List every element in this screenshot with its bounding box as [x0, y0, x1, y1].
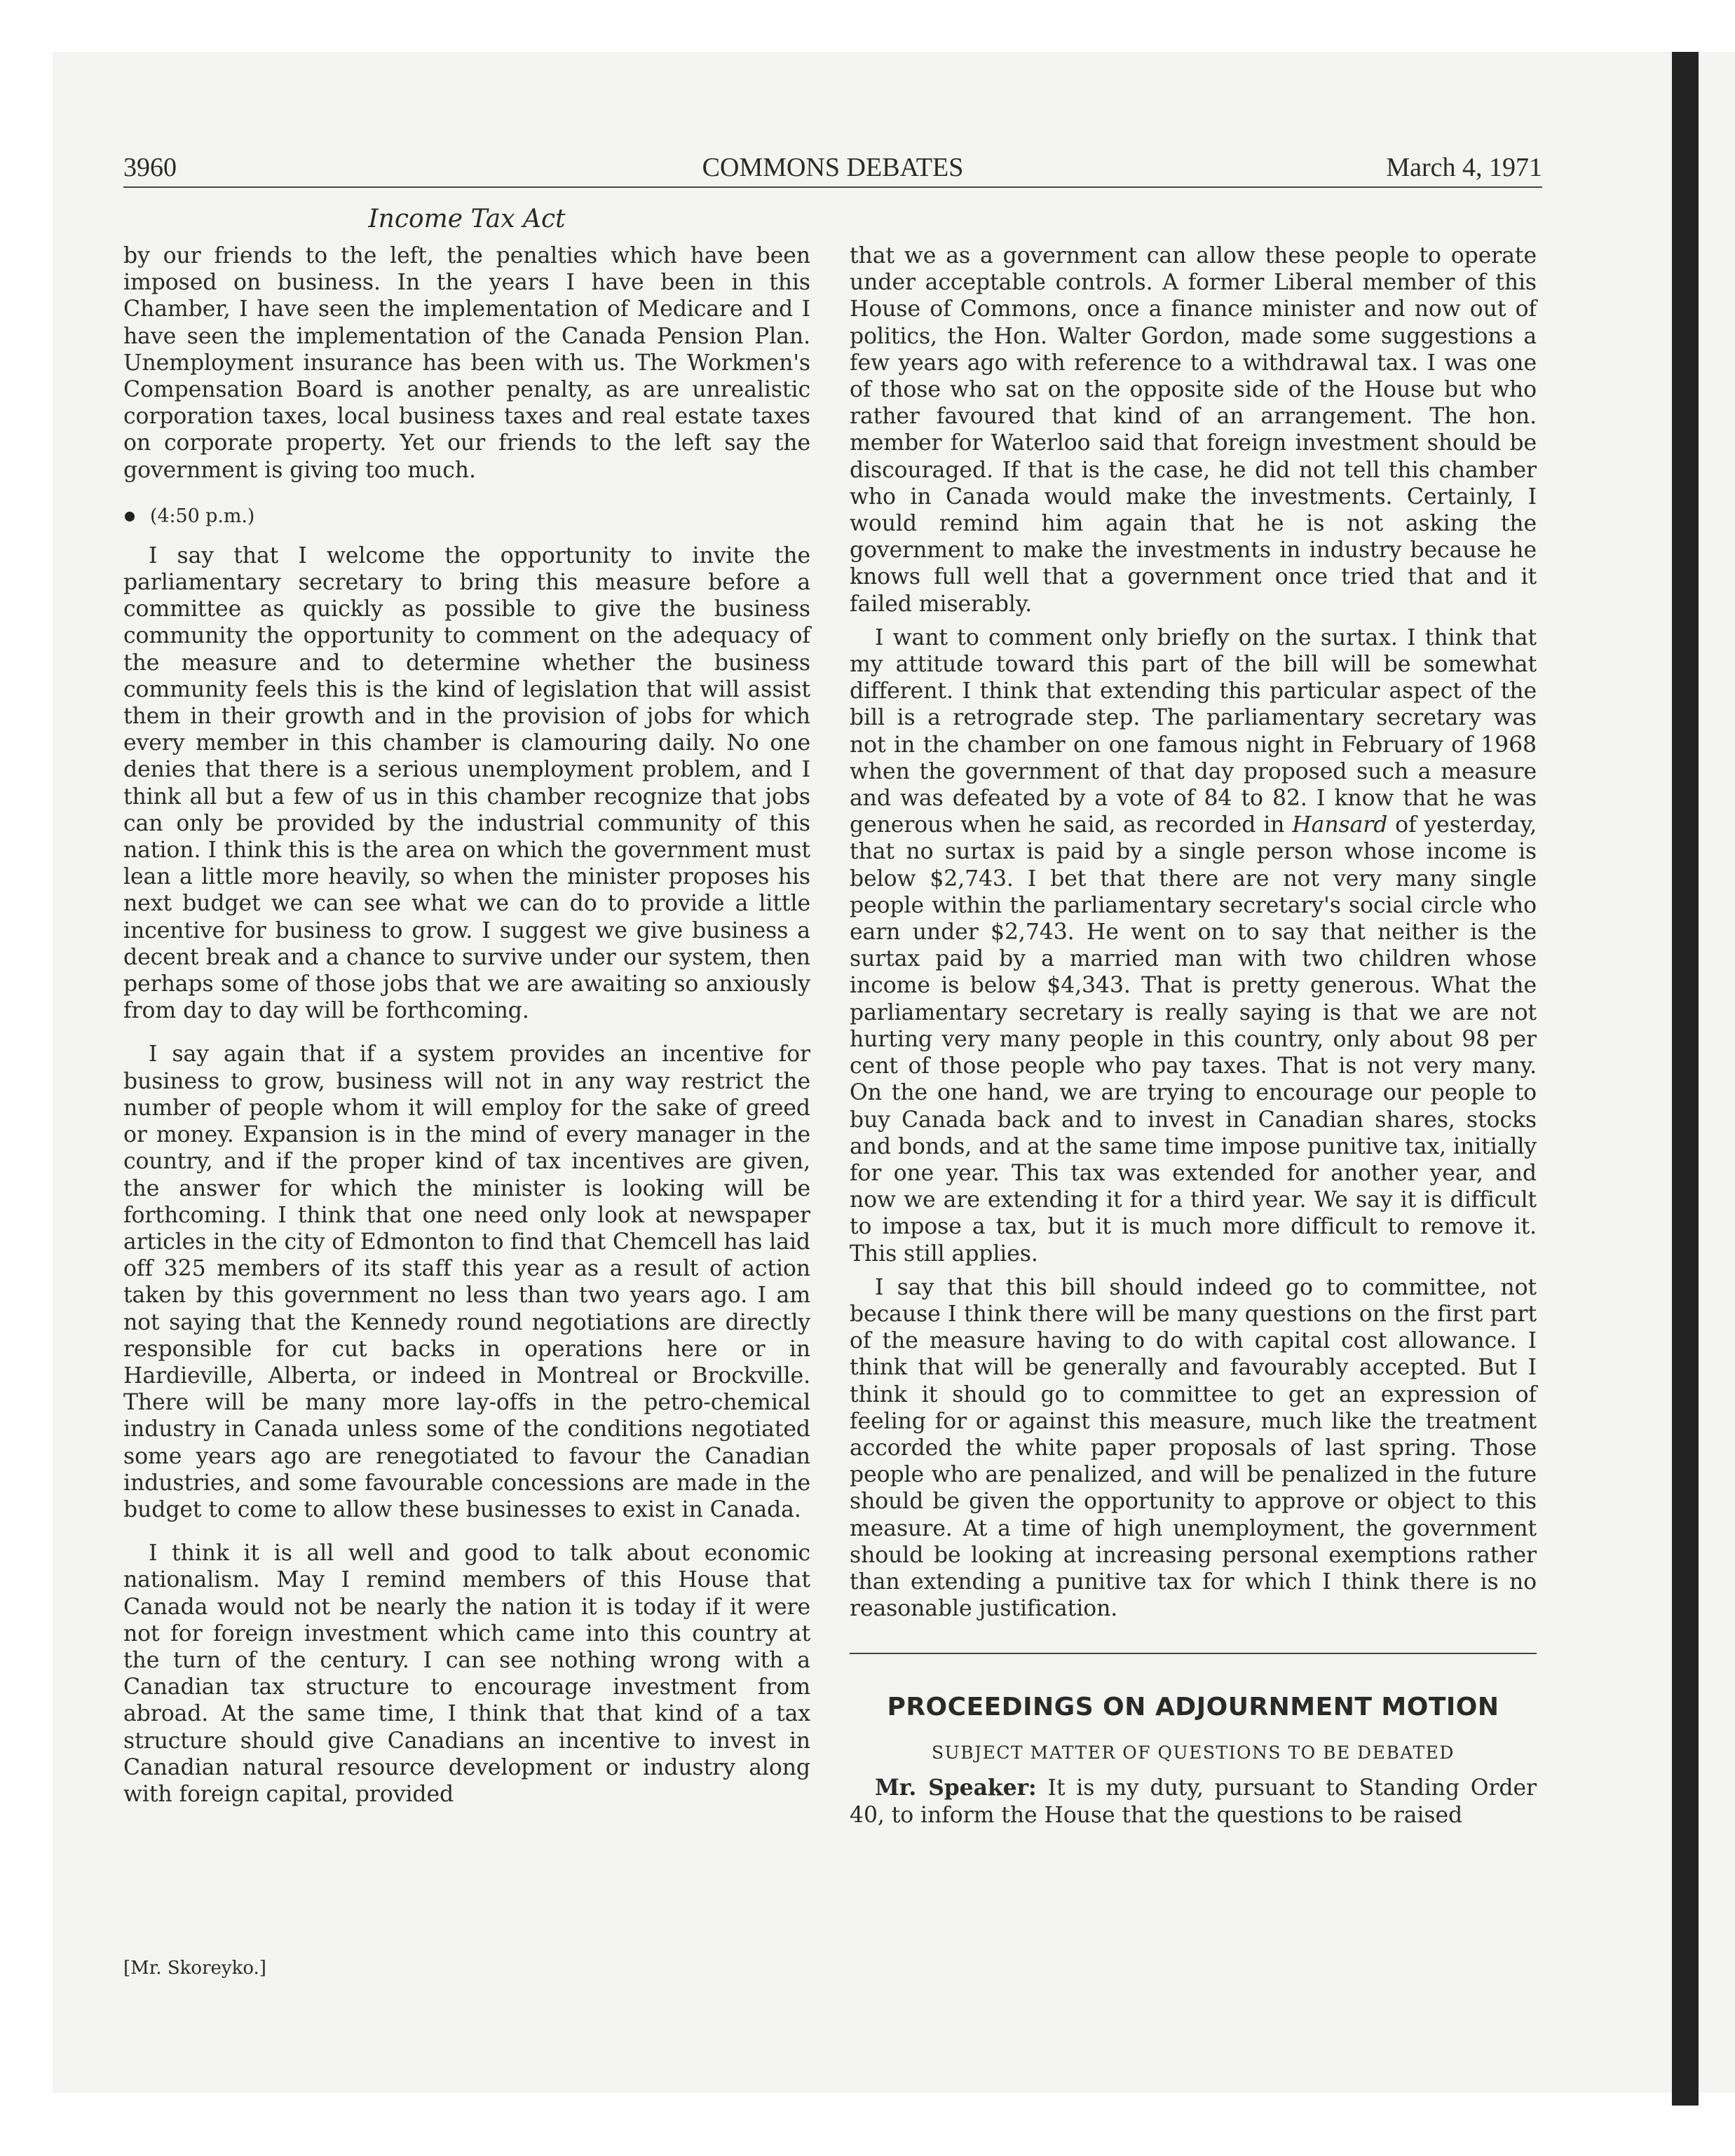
page-header [123, 143, 1542, 188]
page-date: March 4, 1971 [1386, 153, 1542, 182]
paragraph-text: of yesterday, that no surtax is paid by a single person whose income is below $2,743. I bet that there are not very many single people within the parliamentary secretary's social circle who earn under $2,743. He went on to say that neither is the surtax paid by a married man with two children whose income is below $4,343. That is pretty generous. What the parliamentary secretary is really saying is that we are not hurting very many people in this country, only about 98 per cent of those people who pay taxes. That is not very many. On the one hand, we are trying to encourage our people to buy Canada back and to invest in Canadian shares, stocks and bonds, and at the same time impose punitive tax, initially for one year. This tax was extended for another year, and now we are extending it for a third year. We say it is difficult to impose a tax, but it is much more difficult to remove it. This still applies. [850, 812, 1537, 1267]
left-column [123, 243, 810, 1808]
section-divider [850, 1653, 1537, 1654]
scan-edge-shadow [1672, 52, 1699, 2106]
page-number: 3960 [123, 153, 177, 182]
paragraph [850, 1775, 1537, 1828]
running-head: Income Tax Act [368, 205, 566, 233]
section-subheading: SUBJECT MATTER OF QUESTIONS TO BE DEBATED [932, 1742, 1455, 1763]
section-heading: PROCEEDINGS ON ADJOURNMENT MOTION [887, 1693, 1499, 1722]
publication-title: COMMONS DEBATES [702, 153, 964, 182]
paragraph: I think it is all well and good to talk about economic nationalism. May I remind members of this House that Canada would not be nearly the nation it is today if it were not for foreign investment which came into this country at the turn of the century. I can see nothing wrong with a Canadian tax structure to encourage investment from abroad. At the same time, I think that that kind of a tax structure should give Canadians an incentive to invest in Canadian natural resource development or industry along with foreign capital, provided [123, 1541, 810, 1807]
time-marker [123, 505, 810, 528]
right-column [850, 243, 1537, 1829]
publication-reference: Hansard [1292, 812, 1388, 838]
speaker-label: Mr. Speaker: [875, 1775, 1037, 1801]
paragraph: I say that I welcome the opportunity to invite the parliamentary secretary to bring this measure before a committee as quickly as possible to give the business community the opportunity to comment on the adequacy of the measure and to determine whether the business community feels this is the kind of legislation that will assist them in their growth and in the provision of jobs for which every member in this chamber is clamouring daily. No one denies that there is a serious unemployment problem, and I think all but a few of us in this chamber recognize that jobs can only be provided by the industrial community of this nation. I think this is the area on which the government must lean a little more heavily, so when the minister proposes his next budget we can see what we can do to provide a little incentive for business to grow. I suggest we give business a decent break and a chance to survive under our system, then perhaps some of those jobs that we are awaiting so anxiously from day to day will be forthcoming. [123, 543, 810, 1024]
paragraph [850, 625, 1537, 1267]
paragraph-text: It is my duty, pursuant to Standing Order 40, to inform the House that the questions to be raised [850, 1775, 1537, 1828]
speaker-attribution: [Mr. Skoreyko.] [123, 1958, 266, 1979]
paragraph: that we as a government can allow these people to operate under acceptable controls. A former Liberal member of this House of Commons, once a finance minister and now out of politics, the Hon. Walter Gordon, made some suggestions a few years ago with reference to a withdrawal tax. I was one of those who sat on the opposite side of the House but who rather favoured that kind of an arrangement. The hon. member for Waterloo said that foreign investment should be discouraged. If that is the case, he did not tell this chamber who in Canada would make the investments. Certainly, I would remind him again that he is not asking the government to make the investments in industry because he knows full well that a government once tried that and it failed miserably. [850, 243, 1537, 617]
bullet-icon [125, 512, 135, 521]
paragraph-text: I want to comment only briefly on the surtax. I think that my attitude toward this part of the bill will be somewhat different. I think that extending this particular aspect of the bill is a retrograde step. The parliamentary secretary was not in the chamber on one famous night in February of 1968 when the government of that day proposed such a measure and was defeated by a vote of 84 to 82. I know that he was generous when he said, as recorded in [850, 625, 1537, 838]
time-stamp: (4:50 p.m.) [150, 505, 255, 527]
paragraph: I say that this bill should indeed go to committee, not because I think there will be many questions on the first part of the measure having to do with capital cost allowance. I think that will be generally and favourably accepted. But I think it should go to committee to get an expression of feeling for or against this measure, much like the treatment accorded the white paper proposals of last spring. Those people who are penalized, and will be penalized in the future should be given the opportunity to approve or object to this measure. At a time of high unemployment, the government should be looking at increasing personal exemptions rather than extending a punitive tax for which I think there is no reasonable justification. [850, 1274, 1537, 1622]
paragraph: by our friends to the left, the penalties which have been imposed on business. In the years I have been in this Chamber, I have seen the implementation of Medicare and I have seen the implementation of the Canada Pension Plan. Unemployment insurance has been with us. The Workmen's Compensation Board is another penalty, as are unrealistic corporation taxes, local business taxes and real estate taxes on corporate property. Yet our friends to the left say the government is giving too much. [123, 243, 810, 483]
paragraph: I say again that if a system provides an incentive for business to grow, business will not in any way restrict the number of people whom it will employ for the sake of greed or money. Expansion is in the mind of every manager in the country, and if the proper kind of tax incentives are given, the answer for which the minister is looking will be forthcoming. I think that one need only look at newspaper articles in the city of Edmonton to find that Chemcell has laid off 325 members of its staff this year as a result of action taken by this government no less than two years ago. I am not saying that the Kennedy round negotiations are directly responsible for cut backs in operations here or in Hardieville, Alberta, or indeed in Montreal or Brockville. There will be many more lay-offs in the petro-chemical industry in Canada unless some of the conditions negotiated some years ago are renegotiated to favour the Canadian industries, and some favourable concessions are made in the budget to come to allow these businesses to exist in Canada. [123, 1042, 810, 1522]
